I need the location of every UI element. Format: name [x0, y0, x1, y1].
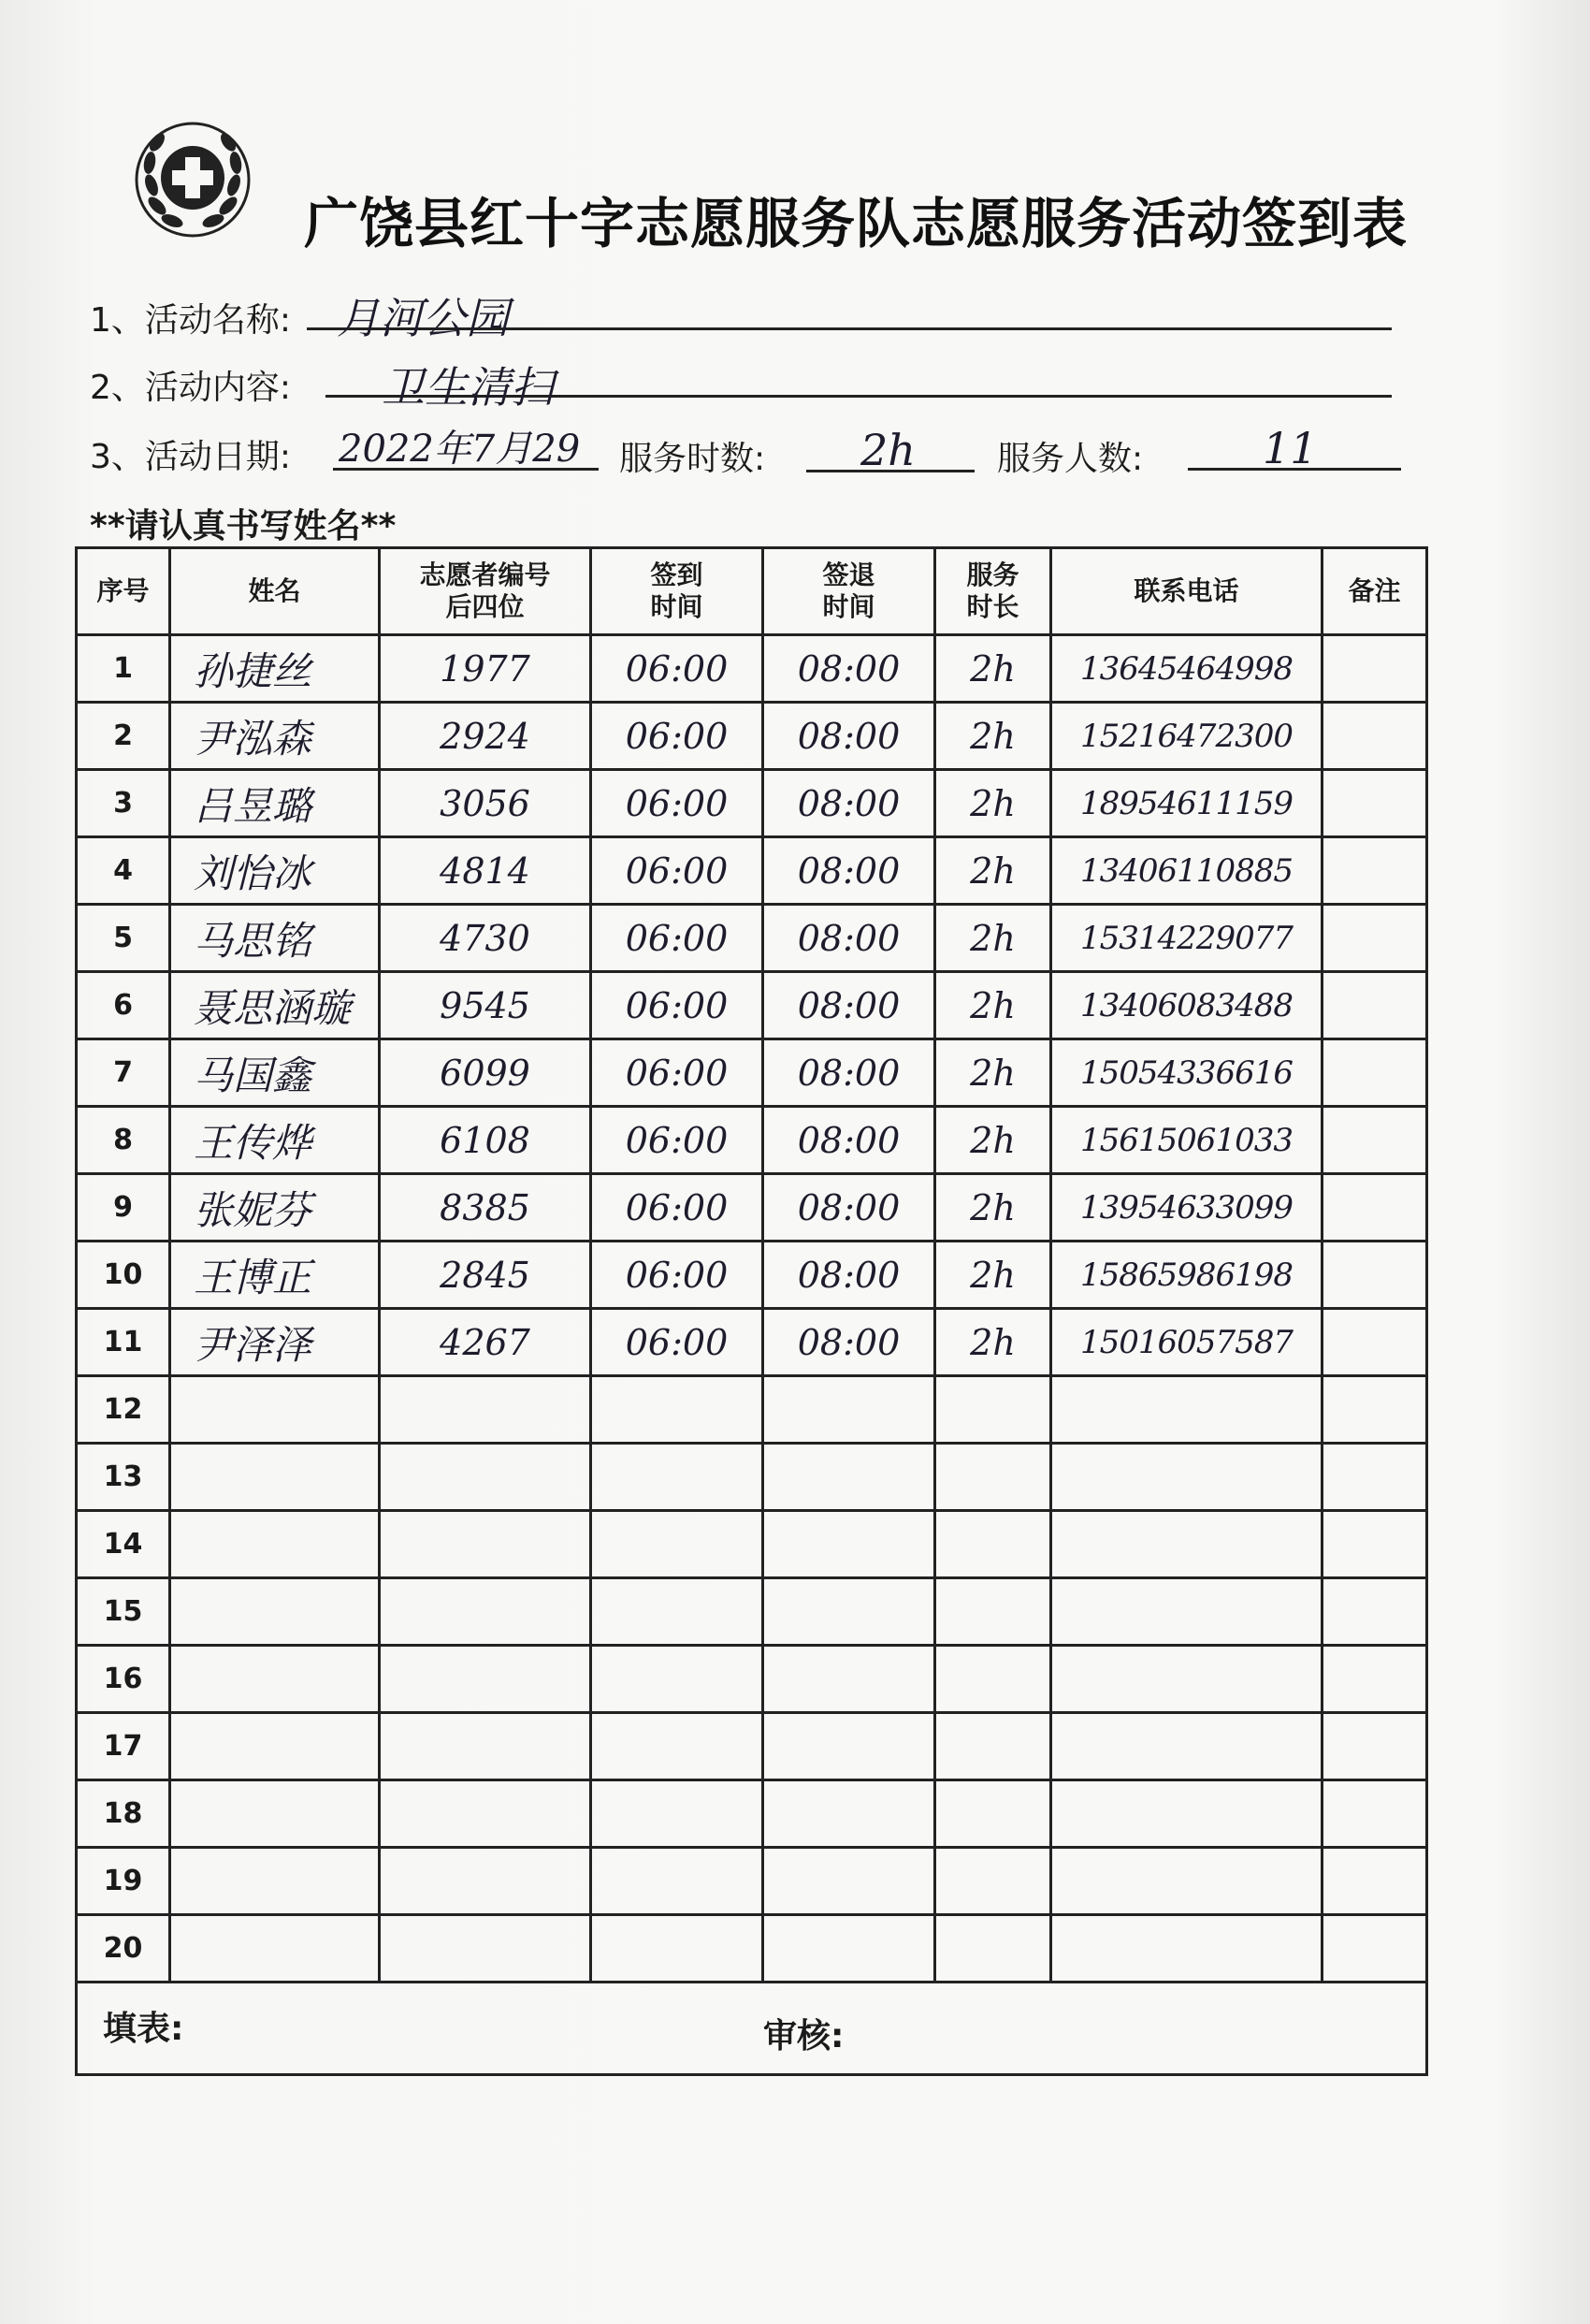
header-sign-in-time: 签到 时间 [591, 548, 763, 635]
row-phone: 15314229077 [1051, 905, 1323, 972]
activity-content-label: 2、活动内容: [90, 369, 292, 407]
header-sign-out-time: 签退 时间 [763, 548, 935, 635]
header-name: 姓名 [170, 548, 380, 635]
row-sign-out-time: 08:00 [763, 837, 935, 905]
row-duration: 2h [935, 1107, 1051, 1174]
row-seq: 12 [77, 1376, 170, 1444]
red-cross-wreath-logo [133, 120, 253, 240]
row-volunteer-id: 1977 [380, 635, 591, 703]
row-name [170, 1511, 380, 1578]
row-seq: 11 [77, 1309, 170, 1376]
row-phone [1051, 1915, 1323, 1983]
row-seq: 17 [77, 1713, 170, 1780]
row-phone: 13406110885 [1051, 837, 1323, 905]
row-volunteer-id [380, 1578, 591, 1646]
row-phone [1051, 1713, 1323, 1780]
row-volunteer-id: 2845 [380, 1242, 591, 1309]
row-phone [1051, 1780, 1323, 1848]
row-duration: 2h [935, 905, 1051, 972]
row-name: 孙捷丝 [170, 635, 380, 703]
row-volunteer-id [380, 1780, 591, 1848]
signature-row [77, 1983, 1427, 2075]
row-phone: 15216472300 [1051, 703, 1323, 770]
row-sign-out-time [763, 1713, 935, 1780]
row-remark [1323, 635, 1427, 703]
row-volunteer-id: 6099 [380, 1039, 591, 1107]
row-remark [1323, 1107, 1427, 1174]
table-row [77, 1444, 1427, 1511]
activity-date-label: 3、活动日期: [90, 438, 292, 476]
row-duration: 2h [935, 635, 1051, 703]
table-row [77, 1713, 1427, 1780]
row-seq: 2 [77, 703, 170, 770]
row-phone: 15016057587 [1051, 1309, 1323, 1376]
row-duration: 2h [935, 703, 1051, 770]
row-seq: 10 [77, 1242, 170, 1309]
row-seq: 15 [77, 1578, 170, 1646]
row-phone [1051, 1646, 1323, 1713]
table-row [77, 1646, 1427, 1713]
row-name [170, 1376, 380, 1444]
row-sign-out-time [763, 1376, 935, 1444]
row-phone [1051, 1511, 1323, 1578]
table-row [77, 1511, 1427, 1578]
row-duration [935, 1848, 1051, 1915]
row-sign-in-time: 06:00 [591, 1039, 763, 1107]
header-volunteer-id: 志愿者编号 后四位 [380, 548, 591, 635]
row-seq: 7 [77, 1039, 170, 1107]
table-row [77, 1309, 1427, 1376]
row-sign-in-time [591, 1511, 763, 1578]
row-sign-in-time: 06:00 [591, 703, 763, 770]
service-people-value: 11 [1263, 423, 1318, 473]
sign-in-table [75, 546, 1428, 2076]
row-duration [935, 1444, 1051, 1511]
row-duration [935, 1578, 1051, 1646]
document-title: 广饶县红十字志愿服务队志愿服务活动签到表 [304, 192, 1409, 255]
service-people-label: 服务人数: [997, 440, 1144, 478]
row-sign-out-time: 08:00 [763, 972, 935, 1039]
row-duration [935, 1646, 1051, 1713]
row-seq: 19 [77, 1848, 170, 1915]
row-duration: 2h [935, 972, 1051, 1039]
row-sign-out-time: 08:00 [763, 770, 935, 837]
reviewed-by-label: 审核: [763, 2017, 845, 2055]
row-duration: 2h [935, 1242, 1051, 1309]
row-sign-in-time [591, 1376, 763, 1444]
row-sign-in-time [591, 1444, 763, 1511]
row-sign-in-time: 06:00 [591, 972, 763, 1039]
row-sign-out-time: 08:00 [763, 1107, 935, 1174]
activity-name-label: 1、活动名称: [90, 301, 292, 340]
row-name: 吕昱璐 [170, 770, 380, 837]
row-sign-out-time: 08:00 [763, 1039, 935, 1107]
row-name: 王传烨 [170, 1107, 380, 1174]
row-sign-in-time [591, 1915, 763, 1983]
row-seq: 20 [77, 1915, 170, 1983]
row-sign-out-time: 08:00 [763, 1309, 935, 1376]
row-seq: 16 [77, 1646, 170, 1713]
row-volunteer-id [380, 1848, 591, 1915]
row-seq: 14 [77, 1511, 170, 1578]
row-duration: 2h [935, 770, 1051, 837]
row-remark [1323, 1309, 1427, 1376]
table-row [77, 1578, 1427, 1646]
row-phone: 15865986198 [1051, 1242, 1323, 1309]
row-sign-out-time [763, 1915, 935, 1983]
row-sign-out-time [763, 1511, 935, 1578]
table-row [77, 1780, 1427, 1848]
row-duration [935, 1915, 1051, 1983]
row-remark [1323, 1511, 1427, 1578]
row-name [170, 1915, 380, 1983]
row-duration [935, 1376, 1051, 1444]
table-row [77, 1915, 1427, 1983]
row-name: 马国鑫 [170, 1039, 380, 1107]
activity-name-value: 月河公园 [337, 293, 509, 343]
row-remark [1323, 1578, 1427, 1646]
row-volunteer-id: 3056 [380, 770, 591, 837]
row-remark [1323, 703, 1427, 770]
table-row [77, 1376, 1427, 1444]
table-row [77, 905, 1427, 972]
row-duration [935, 1780, 1051, 1848]
row-volunteer-id: 6108 [380, 1107, 591, 1174]
row-volunteer-id: 2924 [380, 703, 591, 770]
table-row [77, 1039, 1427, 1107]
write-name-note: **请认真书写姓名** [90, 507, 397, 545]
row-name: 王博正 [170, 1242, 380, 1309]
row-volunteer-id [380, 1915, 591, 1983]
table-row [77, 972, 1427, 1039]
row-seq: 13 [77, 1444, 170, 1511]
table-row [77, 635, 1427, 703]
row-seq: 4 [77, 837, 170, 905]
row-remark [1323, 972, 1427, 1039]
row-volunteer-id: 8385 [380, 1174, 591, 1242]
row-name: 聂思涵璇 [170, 972, 380, 1039]
table-header-row [77, 548, 1427, 635]
row-sign-out-time [763, 1646, 935, 1713]
row-phone: 13954633099 [1051, 1174, 1323, 1242]
row-duration: 2h [935, 837, 1051, 905]
row-seq: 3 [77, 770, 170, 837]
row-volunteer-id [380, 1376, 591, 1444]
row-volunteer-id: 4814 [380, 837, 591, 905]
signature-cell [77, 1983, 1427, 2075]
row-sign-in-time: 06:00 [591, 1309, 763, 1376]
row-volunteer-id [380, 1511, 591, 1578]
row-volunteer-id: 4730 [380, 905, 591, 972]
activity-content-value: 卫生清扫 [382, 362, 554, 413]
row-seq: 8 [77, 1107, 170, 1174]
row-seq: 5 [77, 905, 170, 972]
row-name [170, 1578, 380, 1646]
row-remark [1323, 1444, 1427, 1511]
row-sign-out-time: 08:00 [763, 1242, 935, 1309]
table-row [77, 837, 1427, 905]
row-sign-out-time [763, 1848, 935, 1915]
row-volunteer-id [380, 1713, 591, 1780]
row-sign-in-time [591, 1780, 763, 1848]
row-phone: 18954611159 [1051, 770, 1323, 837]
row-sign-out-time [763, 1444, 935, 1511]
table-row [77, 1242, 1427, 1309]
row-remark [1323, 1848, 1427, 1915]
row-sign-out-time: 08:00 [763, 703, 935, 770]
filled-by-label: 填表: [103, 2010, 184, 2048]
activity-date-value: 2022年7月29 [339, 428, 581, 471]
table-row [77, 1848, 1427, 1915]
row-sign-in-time [591, 1578, 763, 1646]
header-seq: 序号 [77, 548, 170, 635]
service-hours-value: 2h [860, 425, 916, 475]
row-volunteer-id [380, 1646, 591, 1713]
row-remark [1323, 1780, 1427, 1848]
table-row [77, 1174, 1427, 1242]
row-phone: 15615061033 [1051, 1107, 1323, 1174]
row-phone: 13645464998 [1051, 635, 1323, 703]
row-phone [1051, 1578, 1323, 1646]
table-row [77, 770, 1427, 837]
header-duration: 服务 时长 [935, 548, 1051, 635]
row-sign-out-time: 08:00 [763, 905, 935, 972]
row-name [170, 1848, 380, 1915]
row-sign-in-time: 06:00 [591, 837, 763, 905]
header-remark: 备注 [1323, 548, 1427, 635]
row-sign-out-time: 08:00 [763, 1174, 935, 1242]
row-remark [1323, 1242, 1427, 1309]
row-remark [1323, 1039, 1427, 1107]
row-name: 刘怡冰 [170, 837, 380, 905]
row-sign-in-time: 06:00 [591, 905, 763, 972]
row-sign-out-time [763, 1780, 935, 1848]
table-row [77, 703, 1427, 770]
row-phone [1051, 1848, 1323, 1915]
row-volunteer-id: 9545 [380, 972, 591, 1039]
row-volunteer-id [380, 1444, 591, 1511]
row-sign-in-time [591, 1848, 763, 1915]
row-sign-in-time: 06:00 [591, 1242, 763, 1309]
row-phone [1051, 1444, 1323, 1511]
row-duration: 2h [935, 1309, 1051, 1376]
row-phone: 13406083488 [1051, 972, 1323, 1039]
row-seq: 9 [77, 1174, 170, 1242]
row-name: 马思铭 [170, 905, 380, 972]
row-name [170, 1780, 380, 1848]
row-remark [1323, 837, 1427, 905]
row-duration: 2h [935, 1039, 1051, 1107]
row-name: 尹泓森 [170, 703, 380, 770]
row-sign-in-time [591, 1646, 763, 1713]
row-sign-in-time: 06:00 [591, 1174, 763, 1242]
row-remark [1323, 1915, 1427, 1983]
row-sign-in-time [591, 1713, 763, 1780]
row-name: 张妮芬 [170, 1174, 380, 1242]
row-volunteer-id: 4267 [380, 1309, 591, 1376]
row-remark [1323, 1174, 1427, 1242]
row-phone [1051, 1376, 1323, 1444]
row-duration [935, 1511, 1051, 1578]
row-sign-out-time: 08:00 [763, 635, 935, 703]
row-sign-in-time: 06:00 [591, 1107, 763, 1174]
row-name [170, 1646, 380, 1713]
service-hours-label: 服务时数: [619, 440, 766, 478]
row-name [170, 1444, 380, 1511]
row-seq: 1 [77, 635, 170, 703]
row-name: 尹泽泽 [170, 1309, 380, 1376]
row-duration: 2h [935, 1174, 1051, 1242]
header-phone: 联系电话 [1051, 548, 1323, 635]
row-seq: 6 [77, 972, 170, 1039]
row-remark [1323, 1646, 1427, 1713]
row-seq: 18 [77, 1780, 170, 1848]
row-sign-in-time: 06:00 [591, 635, 763, 703]
row-remark [1323, 1713, 1427, 1780]
table-row [77, 1107, 1427, 1174]
row-remark [1323, 770, 1427, 837]
row-sign-out-time [763, 1578, 935, 1646]
row-duration [935, 1713, 1051, 1780]
row-phone: 15054336616 [1051, 1039, 1323, 1107]
row-remark [1323, 905, 1427, 972]
row-remark [1323, 1376, 1427, 1444]
row-name [170, 1713, 380, 1780]
row-sign-in-time: 06:00 [591, 770, 763, 837]
